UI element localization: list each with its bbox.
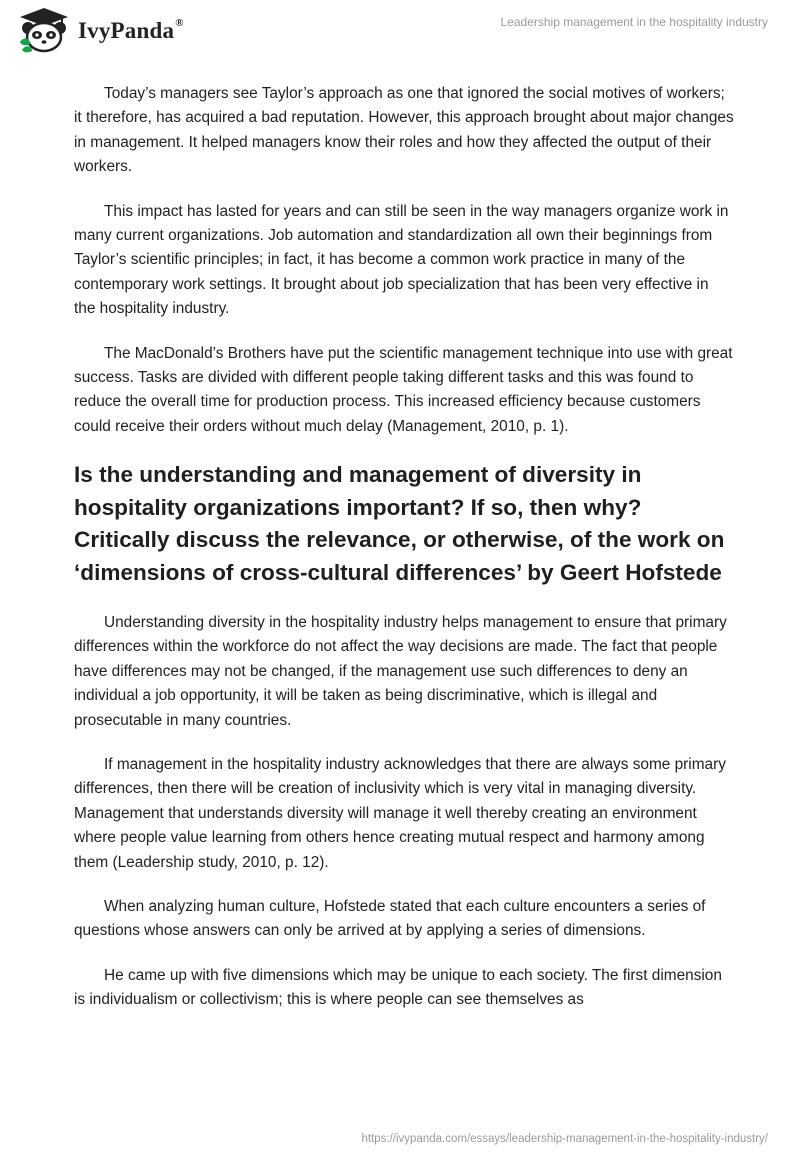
paragraph-hofstede-culture: When analyzing human culture, Hofstede stated that each culture encounters a series of questions whose answers can only be arrived at by applying a series of dimensions.	[74, 897, 706, 940]
paragraph-impact: This impact has lasted for years and can still be seen in the way managers organize work in many current organizations. Job automation and standardization all own their beginnings from Taylor’s scientific principles; in fact, it has become a common work practice in many of the contemporary work settings. It brought about job specialization that has been very effective in the hospitality industry.	[74, 202, 729, 318]
ivypanda-logo[interactable]	[16, 6, 184, 54]
essay-content	[74, 82, 734, 1033]
source-url-link[interactable]: https://ivypanda.com/essays/leadership-management-in-the-hospitality-industry/	[361, 1133, 768, 1145]
paragraph-five-dimensions: He came up with five dimensions which may be unique to each society. The first dimension is individualism or collectivism; this is where people can see themselves as	[74, 966, 722, 1009]
paragraph-understanding-diversity: Understanding diversity in the hospitality industry helps management to ensure that primary differences within the workforce do not affect the way decisions are made. The fact that people have differences may not be changed, if the management use such differences to deny an individual a job opportunity, it will be taken as being discriminative, which is illegal and prosecutable in many countries.	[74, 613, 727, 729]
panda-graduate-icon	[16, 6, 72, 54]
paragraph-taylor-approach: Today’s managers see Taylor’s approach as one that ignored the social motives of workers; it therefore, has acquired a bad reputation. However, this approach brought about major changes in management. It helped managers know their roles and how they affected the output of their workers.	[74, 85, 734, 176]
paragraph-macdonalds: The MacDonald’s Brothers have put the scientific management technique into use with great success. Tasks are divided with different people taking different tasks and this was found to reduce the overall time for production process. This increased efficiency because customers could receive their orders without much delay (Management, 2010, p. 1).	[74, 344, 733, 435]
page-header	[0, 0, 800, 62]
paragraph-inclusivity: If management in the hospitality industry acknowledges that there are always some primary differences, then there will be creation of inclusivity which is very vital in managing diversity. Management that understands diversity will manage it well thereby creating an environment where people value learning from others hence creating mutual respect and harmony among them (Leadership study, 2010, p. 12).	[74, 755, 726, 871]
running-title: Leadership management in the hospitality industry	[500, 15, 768, 29]
section-heading-diversity: Is the understanding and management of diversity in hospitality organizations important? If so, then why? Critically discuss the relevance, or otherwise, of the work on ‘dimensions of cross-cultural differences’ by Geert Hofstede	[74, 462, 725, 585]
brand-name: IvyPanda®	[78, 16, 184, 43]
